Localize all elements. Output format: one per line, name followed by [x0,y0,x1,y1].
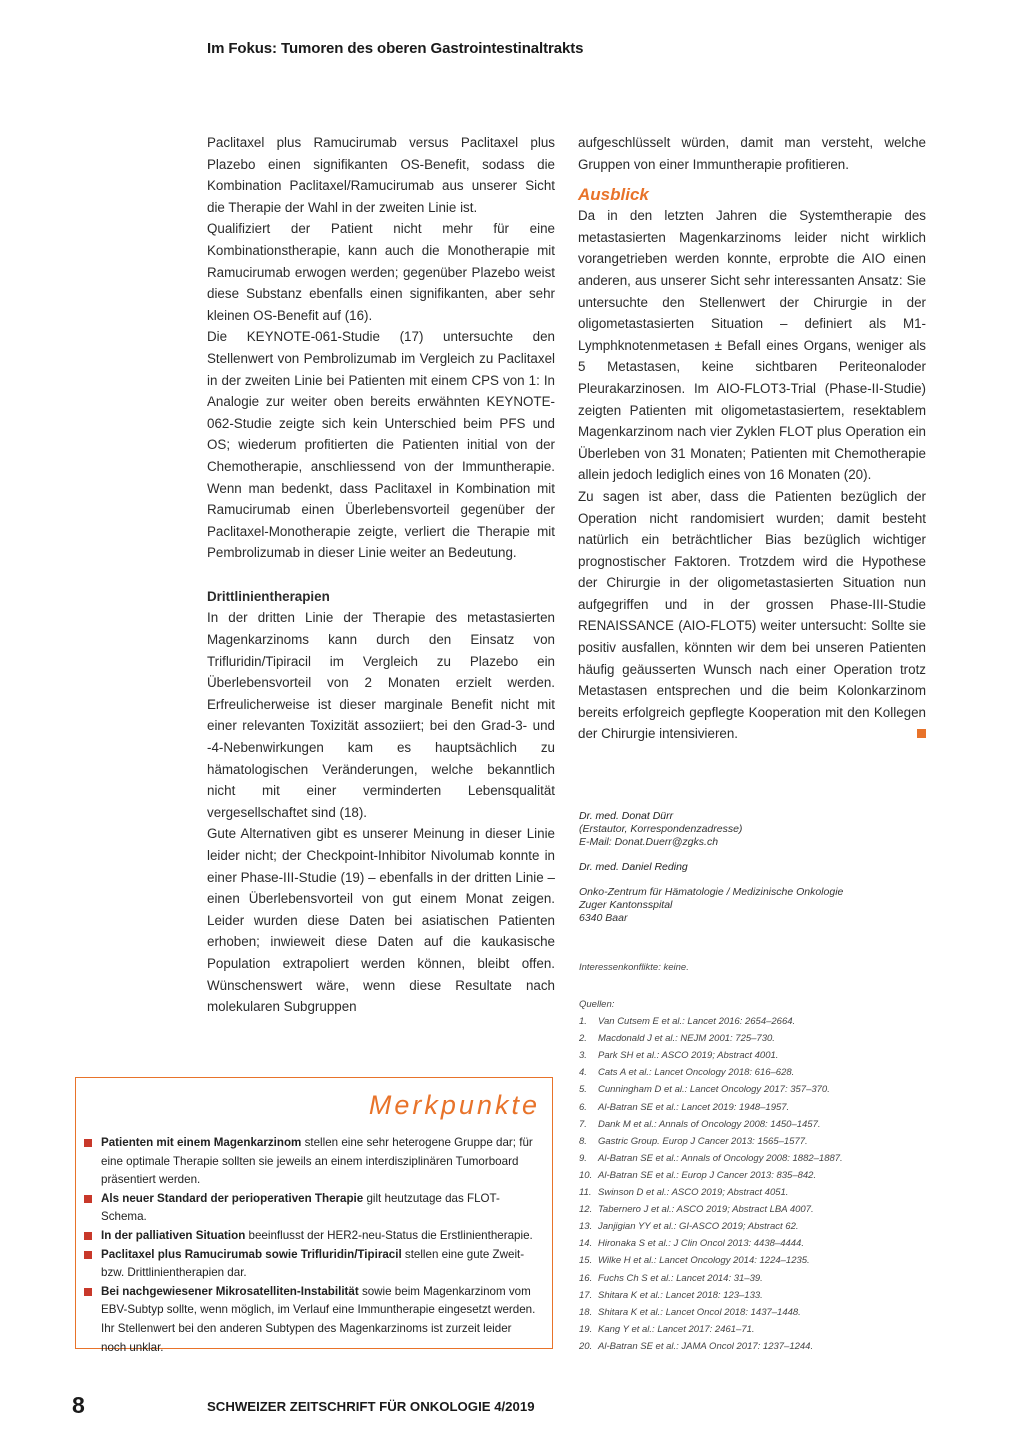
author-role: (Erstautor, Korrespondenzadresse) [579,823,743,835]
reference-item [579,1304,939,1321]
left-column [207,132,555,1018]
key-point-rest: beeinflusst der HER2-neu-Status die Erstlinientherapie. [245,1228,533,1242]
author-name: Dr. med. Donat Dürr [579,810,674,822]
paragraph-text: Zu sagen ist aber, dass die Patienten bezüglich der Operation nicht randomisiert wurden; damit besteht natürlich ein beträchtlicher Bias bezüglich wichtiger prognostischer Faktoren. Trotzdem wird die Hypothese der Chirurgie in der oligometastasierten Situation nun aufgegriffen und in der grossen Phase-III-Studie RENAISSANCE (AIO-FLOT5) weiter untersucht: Sollte sie positiv ausfallen, könnten wir dem bei unseren Patienten häufig geäusserten Wunsch nach einer Operation trotz Metastasen entsprechen und die beim Kolonkarzinom bereits erfolgreich gepflegte Kooperation mit den Kollegen der Chirurgie intensivieren. [578,488,926,742]
reference-text: Cats A et al.: Lancet Oncology 2018: 616–628. [598,1067,795,1079]
reference-number: 4. [579,1067,587,1079]
reference-number: 12. [579,1204,593,1216]
reference-item [579,1287,939,1304]
reference-item [579,1099,939,1116]
reference-text: Park SH et al.: ASCO 2019; Abstract 4001. [598,1050,779,1062]
right-column [578,132,926,745]
reference-text: Fuchs Ch S et al.: Lancet 2014: 31–39. [598,1272,763,1284]
key-point-text [101,1283,536,1357]
running-header: Im Fokus: Tumoren des oberen Gastrointestinaltrakts [207,40,584,57]
institution: Onko-Zentrum für Hämatologie / Medizinische Onkologie [579,886,844,898]
reference-number: 9. [579,1152,587,1164]
reference-number: 20. [579,1340,593,1352]
reference-item [579,1013,939,1030]
reference-number: 15. [579,1255,593,1267]
section-heading-ausblick: Ausblick [578,185,649,205]
reference-text: Janjigian YY et al.: GI-ASCO 2019; Abstract 62. [598,1221,799,1233]
reference-number: 8. [579,1135,587,1147]
reference-text: Macdonald J et al.: NEJM 2001: 725–730. [598,1033,775,1045]
subheading-drittlinientherapien: Drittlinientherapien [207,588,330,604]
end-of-article-mark [917,729,926,738]
key-point-text [101,1246,536,1283]
paragraph: Qualifiziert der Patient nicht mehr für eine Kombinationstherapie, kann auch die Monotherapie mit Ramucirumab erwogen werden; gegenüber Plazebo weist diese Substanz ebenfalls einen signifikanten, aber sehr kleinen OS-Benefit auf (16). [207,221,555,323]
author-email: E-Mail: Donat.Duerr@zgks.ch [579,836,719,848]
reference-item [579,1270,939,1287]
paragraph [578,486,926,745]
key-point-item [84,1246,536,1283]
key-point-emphasis: Als neuer Standard der perioperativen Therapie [101,1191,364,1205]
reference-item [579,1047,939,1064]
reference-item [579,1338,939,1355]
reference-text: Shitara K et al.: Lancet 2018: 123–133. [598,1289,763,1301]
key-points-list [84,1134,536,1357]
square-bullet-icon [84,1139,92,1147]
reference-number: 7. [579,1118,587,1130]
reference-number: 6. [579,1101,587,1113]
reference-text: Al-Batran SE et al.: Lancet 2019: 1948–1957. [598,1101,790,1113]
square-bullet-icon [84,1232,92,1240]
paragraph: aufgeschlüsselt würden, damit man versteht, welche Gruppen von einer Immuntherapie profitieren. [578,135,926,172]
reference-item [579,1201,939,1218]
key-point-rest: sowie beim Magenkarzinom vom EBV-Subtyp sollte, wenn möglich, im Verlauf eine Immuntherapie eingesetzt werden. Ihr Stellenwert bei den anderen Subtypen des Magenkarzinoms ist zurzeit leider noch unklar. [101,1284,536,1354]
author-block [579,810,939,925]
paragraph: Gute Alternativen gibt es unserer Meinung in dieser Linie leider nicht; der Checkpoint-Inhibitor Nivolumab konnte in einer Phase-III-Studie (19) – ebenfalls in der dritten Linie – einen Überlebensvorteil von gut einem Monat zeigen. Leider wurden diese Daten bei asiatischen Patienten erhoben; inwieweit diese Daten auf die kaukasische Population extrapoliert werden können, bleibt offen. Wünschenswert wäre, wenn diese Resultate nach molekularen Subgruppen [207,826,555,1015]
reference-item [579,1081,939,1098]
reference-text: Swinson D et al.: ASCO 2019; Abstract 4051. [598,1187,789,1199]
key-point-item [84,1190,536,1227]
reference-number: 5. [579,1084,587,1096]
reference-number: 18. [579,1306,593,1318]
reference-number: 19. [579,1323,593,1335]
key-point-text [101,1134,536,1190]
reference-text: Al-Batran SE et al.: Europ J Cancer 2013: 835–842. [598,1169,817,1181]
reference-item [579,1167,939,1184]
reference-number: 13. [579,1221,593,1233]
reference-number: 3. [579,1050,587,1062]
reference-item [579,1252,939,1269]
key-point-text [101,1227,536,1246]
journal-footer: SCHWEIZER ZEITSCHRIFT FÜR ONKOLOGIE 4/2019 [207,1399,535,1414]
reference-number: 2. [579,1033,587,1045]
reference-text: Al-Batran SE et al.: Annals of Oncology 2008: 1882–1887. [598,1152,843,1164]
key-point-rest: stellen eine gute Zweit- bzw. Drittlinientherapien dar. [101,1247,525,1280]
key-points-title: Merkpunkte [368,1090,540,1120]
reference-text: Hironaka S et al.: J Clin Oncol 2013: 4438–4444. [598,1238,804,1250]
paragraph: Da in den letzten Jahren die Systemtherapie des metastasierten Magenkarzinoms leider nicht wirklich vorangetrieben werden konnte, erprobte die AIO einen anderen, aus unserer Sicht sehr interessanten Ansatz: Sie untersuchte den Stellenwert der Chirurgie in der oligometastasierten Situation – definiert als M1-Lymphknotenmetasen ± Befall eines Organs, weniger als 5 Metastasen, keine sichtbaren Periteonaloder Pleurakarzinosen. Im AIO-FLOT3-Trial (Phase-II-Studie) zeigten Patienten mit oligometastasiertem, resektablem Magenkarzinom nach vier Zyklen FLOT plus Operation ein Überleben von 31 Monaten; Patienten mit Chemotherapie allein jedoch lediglich eines von 16 Monaten (20). [578,208,926,483]
reference-item [579,1133,939,1150]
institution: Zuger Kantonsspital [579,899,673,911]
institution-address: 6340 Baar [579,912,628,924]
key-point-text [101,1190,536,1227]
reference-item [579,1030,939,1047]
reference-text: Cunningham D et al.: Lancet Oncology 2017: 357–370. [598,1084,830,1096]
reference-item [579,1064,939,1081]
key-point-item [84,1283,536,1357]
reference-number: 17. [579,1289,593,1301]
key-point-item [84,1134,536,1190]
reference-number: 1. [579,1016,587,1028]
conflicts-of-interest: Interessenkonflikte: keine. [579,962,689,973]
reference-item [579,1150,939,1167]
reference-item [579,1218,939,1235]
reference-item [579,1235,939,1252]
square-bullet-icon [84,1251,92,1259]
square-bullet-icon [84,1288,92,1296]
paragraph: Paclitaxel plus Ramucirumab versus Paclitaxel plus Plazebo einen signifikanten OS-Benefit, sodass die Kombination Paclitaxel/Ramucirumab aus unserer Sicht die Therapie der Wahl in der zweiten Linie ist. [207,135,555,215]
reference-number: 11. [579,1187,592,1199]
reference-text: Dank M et al.: Annals of Oncology 2008: 1450–1457. [598,1118,821,1130]
paragraph: Die KEYNOTE-061-Studie (17) untersuchte den Stellenwert von Pembrolizumab im Vergleich zu Paclitaxel in der zweiten Linie bei Patienten mit einem CPS von 1: In Analogie zur weiter oben bereits erwähnten KEYNOTE-062-Studie zeigte sich kein Unterschied beim PFS und OS; wiederum profitierten die Patienten initial von der Chemotherapie, anschliessend von der Immuntherapie. Wenn man bedenkt, dass Paclitaxel in Kombination mit Ramucirumab einen Überlebensvorteil gegenüber der Paclitaxel-Monotherapie zeigte, verliert die Therapie mit Pembrolizumab in dieser Linie weiter an Bedeutung. [207,329,555,561]
reference-number: 14. [579,1238,593,1250]
key-point-emphasis: Paclitaxel plus Ramucirumab sowie Trifluridin/Tipiracil [101,1247,402,1261]
author-name: Dr. med. Daniel Reding [579,861,688,873]
key-point-rest: stellen eine sehr heterogene Gruppe dar; für eine optimale Therapie sollten sie jeweils an einem interdisziplinären Tumorboard präsentiert werden. [101,1136,533,1187]
reference-text: Kang Y et al.: Lancet 2017: 2461–71. [598,1323,755,1335]
key-point-emphasis: Patienten mit einem Magenkarzinom [101,1136,302,1149]
key-point-emphasis: In der palliativen Situation [101,1228,246,1242]
reference-text: Wilke H et al.: Lancet Oncology 2014: 1224–1235. [598,1255,810,1267]
reference-text: Gastric Group. Europ J Cancer 2013: 1565–1577. [598,1135,808,1147]
page-number: 8 [72,1392,85,1418]
reference-item [579,1116,939,1133]
key-point-rest: gilt heutzutage das FLOT-Schema. [101,1191,500,1224]
reference-number: 16. [579,1272,593,1284]
references-list [579,1013,939,1355]
reference-item [579,1184,939,1201]
references [579,996,939,1355]
paragraph: In der dritten Linie der Therapie des metastasierten Magenkarzinoms kann durch den Einsatz von Trifluridin/Tipiracil im Vergleich zu Plazebo ein Überlebensvorteil von 2 Monaten erzielt werden. Erfreulicherweise ist dieser marginale Benefit nicht mit einer relevanten Toxizität assoziiert; bei den Grad-3- und -4-Nebenwirkungen kam es hauptsächlich zu hämatologischen Veränderungen, welche bekanntlich nicht mit einer verminderten Lebensqualität vergesellschaftet sind (18). [207,610,555,820]
reference-text: Al-Batran SE et al.: JAMA Oncol 2017: 1237–1244. [598,1340,814,1352]
key-point-item [84,1227,536,1246]
key-point-emphasis: Bei nachgewiesener Mikrosatelliten-Instabilität [101,1284,359,1298]
reference-text: Shitara K et al.: Lancet Oncol 2018: 1437–1448. [598,1306,801,1318]
reference-text: Van Cutsem E et al.: Lancet 2016: 2654–2664. [598,1016,796,1028]
reference-text: Tabernero J et al.: ASCO 2019; Abstract LBA 4007. [598,1204,814,1216]
references-title: Quellen: [579,999,615,1010]
reference-item [579,1321,939,1338]
square-bullet-icon [84,1195,92,1203]
key-points-box [75,1077,553,1354]
reference-number: 10. [579,1169,593,1181]
